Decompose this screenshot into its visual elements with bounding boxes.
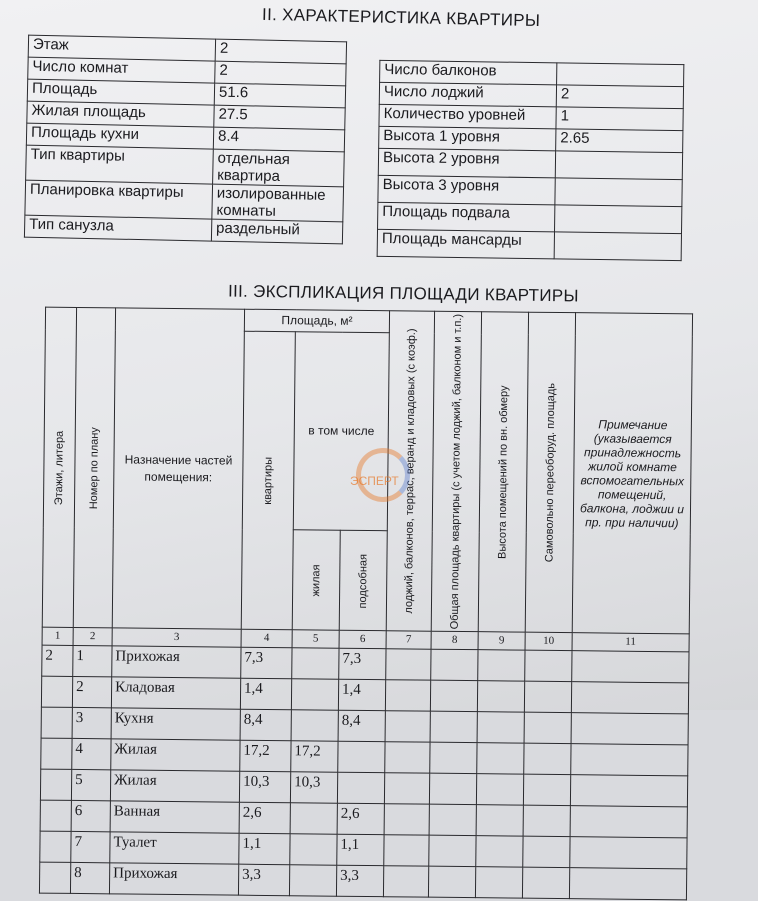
cell-empty <box>429 805 476 836</box>
cell-n: 2 <box>72 677 111 708</box>
header-total-area: Общая площадь квартиры (с учетом лоджий, балконом и т.п.) <box>448 313 464 630</box>
header-apartment: квартиры <box>261 456 275 505</box>
cell-living <box>291 710 338 741</box>
section-title-characteristics: II. ХАРАКТЕРИСТИКА КВАРТИРЫ <box>261 4 541 31</box>
header-self-remodeled: Самовольно переоборуд. площадь <box>542 382 557 563</box>
level-label: Высота 2 уровня <box>378 148 555 177</box>
column-number: 10 <box>525 633 572 651</box>
cell-living <box>291 679 338 710</box>
cell-apt: 3,3 <box>238 865 289 897</box>
column-number: 6 <box>339 631 386 649</box>
header-loggia: лоджий, балконов, террас, веранд и кладовых (с коэф.) <box>402 328 418 614</box>
cell-name: Ванная <box>110 801 239 833</box>
characteristic-value: 2 <box>215 61 346 86</box>
column-number: 7 <box>386 631 431 649</box>
characteristic-label: Площадь кухни <box>26 123 213 149</box>
characteristic-label: Тип санузла <box>24 215 211 241</box>
cell-empty <box>385 742 430 773</box>
characteristic-value: раздельный <box>211 219 342 244</box>
cell-empty <box>524 682 571 713</box>
column-number: 3 <box>112 628 241 647</box>
section-title-explication: III. ЭКСПЛИКАЦИЯ ПЛОЩАДИ КВАРТИРЫ <box>227 281 579 306</box>
cell-aux <box>338 742 385 773</box>
characteristic-label: Площадь <box>27 79 214 105</box>
level-label: Площадь мансарды <box>377 229 554 258</box>
characteristic-label: Число комнат <box>28 57 215 83</box>
column-number: 1 <box>42 628 73 646</box>
cell-name: Кухня <box>111 708 240 740</box>
cell-aux: 7,3 <box>339 649 386 680</box>
cell-empty <box>523 775 570 806</box>
header-auxiliary: подсобная <box>356 553 370 609</box>
characteristic-value: 2 <box>215 39 346 64</box>
cell-empty <box>428 867 475 898</box>
cell-floor <box>40 801 71 832</box>
header-floor: Этажи, литера <box>52 430 66 505</box>
cell-empty <box>384 773 429 804</box>
cell-floor <box>40 770 71 801</box>
cell-floor <box>39 863 70 894</box>
cell-name: Прихожая <box>112 646 241 678</box>
level-row <box>378 202 682 233</box>
cell-apt: 2,6 <box>239 803 290 835</box>
cell-empty <box>523 837 570 868</box>
level-value: 1 <box>556 107 683 131</box>
header-measured-height: Высота помещений по вн. обмеру <box>495 385 510 559</box>
cell-living: 17,2 <box>291 741 338 772</box>
level-value <box>555 178 682 207</box>
cell-empty <box>430 681 477 712</box>
cell-empty <box>524 744 571 775</box>
cell-living: 10,3 <box>290 772 337 803</box>
cell-apt: 10,3 <box>239 772 290 804</box>
cell-empty <box>476 836 523 867</box>
cell-apt: 8,4 <box>240 710 291 742</box>
header-note: Примечание (указывается принадлежность жилой комнате вспомогательных помещений, балкона, лоджии и пр. при наличии) <box>572 313 692 635</box>
cell-aux: 8,4 <box>338 711 385 742</box>
cell-floor <box>41 739 72 770</box>
level-label: Высота 1 уровня <box>379 126 556 150</box>
header-purpose: Назначение частей помещения: <box>112 308 244 630</box>
cell-empty <box>385 680 430 711</box>
level-value: 2 <box>556 85 683 109</box>
column-number: 9 <box>478 632 525 650</box>
cell-empty <box>477 743 524 774</box>
level-row <box>377 229 681 260</box>
cell-aux <box>337 773 384 804</box>
cell-floor <box>41 677 72 708</box>
level-row <box>378 148 682 179</box>
cell-empty <box>385 711 430 742</box>
cell-name: Туалет <box>110 832 239 864</box>
level-label: Количество уровней <box>379 104 556 128</box>
level-value <box>555 205 682 234</box>
cell-n: 5 <box>71 770 110 801</box>
cell-empty <box>569 868 686 900</box>
characteristic-label: Этаж <box>28 35 215 61</box>
cell-empty <box>429 774 476 805</box>
area-explication-table <box>39 307 693 901</box>
header-living: жилая <box>309 564 322 597</box>
cell-empty <box>570 806 687 838</box>
cell-living <box>292 648 339 679</box>
cell-floor: 2 <box>42 646 73 677</box>
level-value <box>555 151 682 180</box>
cell-floor <box>41 708 72 739</box>
level-value <box>554 232 681 261</box>
cell-apt: 17,2 <box>240 741 291 773</box>
level-label: Число балконов <box>380 60 557 84</box>
apartment-levels-table <box>377 60 685 261</box>
level-row <box>378 175 682 206</box>
cell-empty <box>383 866 428 897</box>
characteristic-value: 8.4 <box>213 127 344 152</box>
cell-empty <box>571 713 688 745</box>
column-number: 8 <box>431 632 478 650</box>
cell-aux: 2,6 <box>337 804 384 835</box>
cell-empty <box>476 805 523 836</box>
cell-apt: 1,1 <box>239 834 290 866</box>
cell-living <box>289 865 336 896</box>
cell-empty <box>478 650 525 681</box>
cell-n: 1 <box>73 646 112 677</box>
cell-empty <box>525 651 572 682</box>
explication-row <box>39 863 686 901</box>
apartment-characteristics-table <box>24 35 347 245</box>
cell-apt: 1,4 <box>240 679 291 711</box>
level-label: Число лоджий <box>379 82 556 106</box>
header-plan-number: Номер по плану <box>87 426 101 510</box>
cell-aux: 1,1 <box>337 835 384 866</box>
cell-empty <box>570 837 687 869</box>
column-number: 11 <box>572 633 689 652</box>
cell-empty <box>384 804 429 835</box>
cell-name: Жилая <box>111 739 240 771</box>
characteristic-label: Жилая площадь <box>27 101 214 127</box>
cell-empty <box>524 713 571 744</box>
cell-n: 3 <box>72 708 111 739</box>
cell-living <box>290 834 337 865</box>
cell-empty <box>430 743 477 774</box>
characteristic-value: изолированные комнаты <box>212 184 344 222</box>
cell-living <box>290 803 337 834</box>
cell-aux: 3,3 <box>336 866 383 897</box>
cell-empty <box>572 651 689 683</box>
level-value <box>557 63 684 87</box>
column-number: 5 <box>292 630 339 648</box>
level-label: Площадь подвала <box>378 202 555 231</box>
cell-empty <box>476 774 523 805</box>
cell-empty <box>429 836 476 867</box>
watermark-text: ЭСПЕРТ <box>350 474 399 488</box>
cell-empty <box>522 868 569 899</box>
cell-empty <box>384 835 429 866</box>
cell-empty <box>570 775 687 807</box>
level-label: Высота 3 уровня <box>378 175 555 204</box>
level-value: 2.65 <box>556 129 683 153</box>
cell-name: Жилая <box>110 770 239 802</box>
cell-name: Кладовая <box>111 677 240 709</box>
cell-floor <box>40 832 71 863</box>
cell-n: 4 <box>72 739 111 770</box>
characteristic-value: 27.5 <box>214 105 345 130</box>
header-including: в том числе <box>293 332 389 531</box>
cell-n: 6 <box>71 801 110 832</box>
characteristic-value: 51.6 <box>214 83 345 108</box>
characteristic-value: отдельная квартира <box>213 149 345 187</box>
cell-empty <box>430 712 477 743</box>
column-number: 4 <box>241 630 292 649</box>
cell-empty <box>475 867 522 898</box>
header-area: Площадь, м² <box>244 309 389 333</box>
cell-aux: 1,4 <box>338 680 385 711</box>
cell-n: 8 <box>70 863 109 894</box>
cell-empty <box>477 681 524 712</box>
cell-n: 7 <box>71 832 110 863</box>
cell-name: Прихожая <box>109 863 238 895</box>
cell-empty <box>386 649 431 680</box>
characteristic-label: Планировка квартиры <box>25 180 213 219</box>
cell-empty <box>523 806 570 837</box>
characteristic-label: Тип квартиры <box>26 145 214 184</box>
column-number: 2 <box>73 628 112 646</box>
cell-empty <box>571 744 688 776</box>
cell-apt: 7,3 <box>241 648 292 680</box>
cell-empty <box>477 712 524 743</box>
cell-empty <box>431 650 478 681</box>
